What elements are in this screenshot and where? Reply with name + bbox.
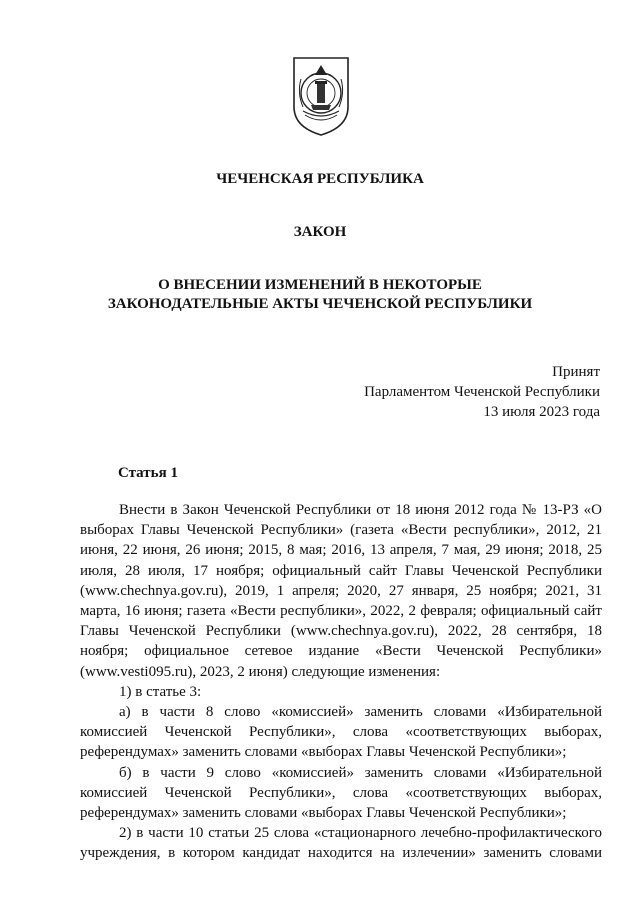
adoption-block <box>364 362 600 422</box>
chechen-emblem-icon <box>291 55 351 137</box>
document-title-line-2: ЗАКОНОДАТЕЛЬНЫЕ АКТЫ ЧЕЧЕНСКОЙ РЕСПУБЛИКИ <box>107 296 533 312</box>
document-type-heading: ЗАКОН <box>293 224 347 240</box>
country-heading: ЧЕЧЕНСКАЯ РЕСПУБЛИКА <box>216 171 424 187</box>
article-intro-paragraph: Внести в Закон Чеченской Республики от 18 июня 2012 года № 13-РЗ «О выборах Главы Чеченской Республики» (газета «Вести республики», 2012, 21 июня, 22 июня, 26 июня; 2015, 8 мая; 2016, 13 апреля, 7 мая, 29 июня; 2018, 25 июля, 28 июля, 17 ноября; официальный сайт Главы Чеченской Республики (www.chechnya.gov.ru), 2019, 1 апреля; 2020, 27 января, 25 ноября; 2021, 31 марта, 16 июня; газета «Вести республики», 2022, 2 февраля; официальный сайт Главы Чеченской Республики (www.chechnya.gov.ru), 2022, 28 сентября, 18 ноября; официальное сетевое издание «Вести Чеченской Республики» (www.vesti095.ru), 2023, 2 июня) следующие изменения: <box>80 502 602 680</box>
amendment-item-1: 1) в статье 3: <box>119 683 202 700</box>
amendment-item-1a: а) в части 8 слово «комиссией» заменить словами «Избирательной комиссией Чеченской Республики», слова «соответствующих выборах, референдумах» заменить словами «выборах Главы Чеченской Республики»; <box>80 704 602 761</box>
amendment-item-1b: б) в части 9 слово «комиссией» заменить словами «Избирательной комиссией Чеченской Республики», слова «соответствующих выборах, референдумах» заменить словами «выборах Главы Чеченской Республики»; <box>80 764 602 822</box>
article-body <box>80 500 602 864</box>
article-heading: Статья 1 <box>118 465 178 481</box>
adoption-label: Принят <box>552 364 600 380</box>
document-title-line-1: О ВНЕСЕНИИ ИЗМЕНЕНИЙ В НЕКОТОРЫЕ <box>158 277 482 293</box>
adoption-body: Парламентом Чеченской Республики <box>364 384 600 400</box>
adoption-date: 13 июля 2023 года <box>483 404 600 420</box>
amendment-item-2: 2) в части 10 статьи 25 слова «стационарного лечебно-профилактического учреждения, в котором кандидат находится на излечении» заменить словами <box>80 825 602 862</box>
